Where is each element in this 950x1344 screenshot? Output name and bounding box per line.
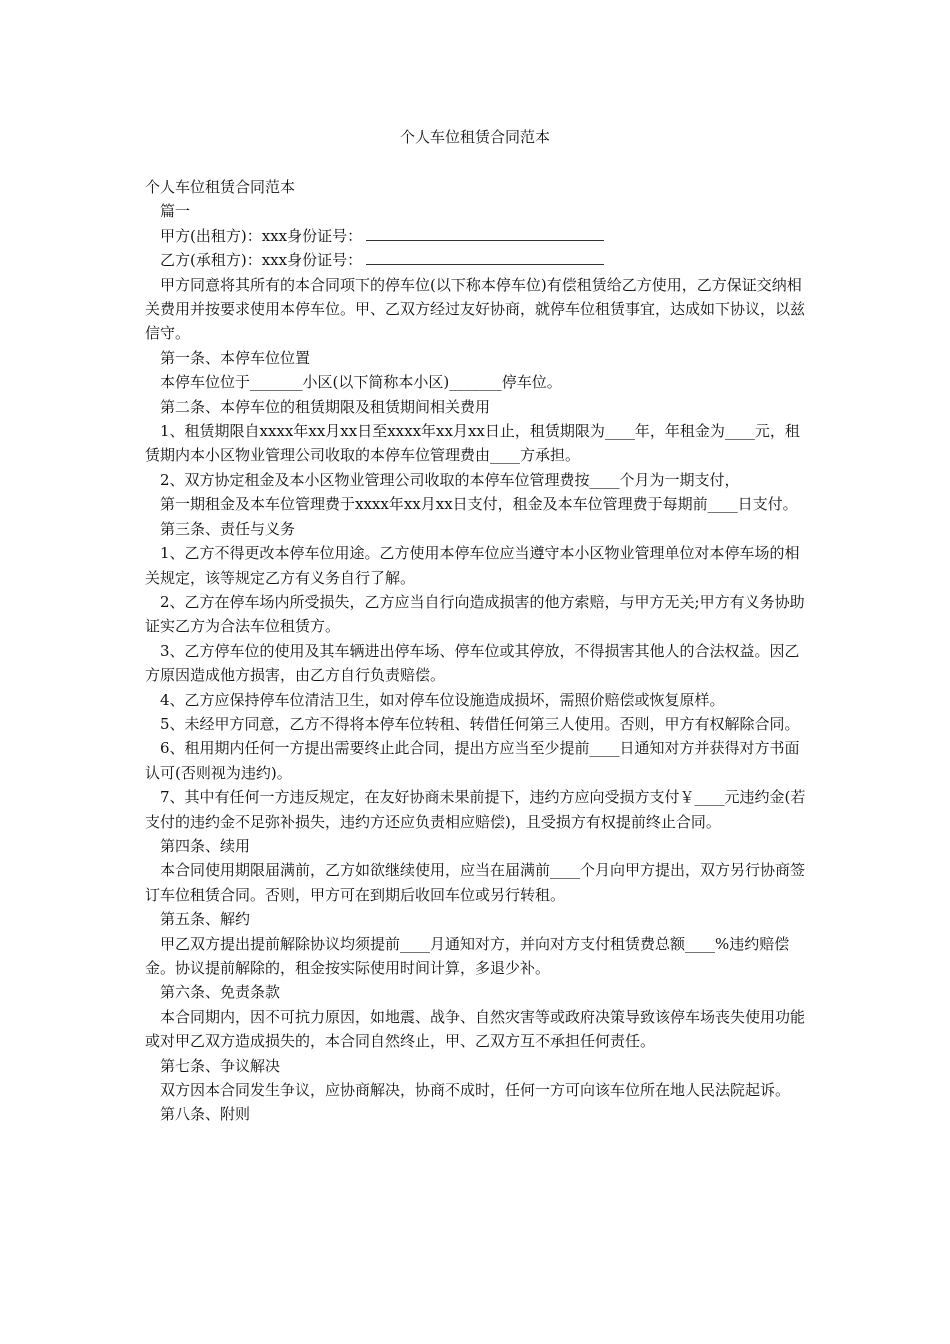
paragraph: 甲乙双方提出提前解除协议均须提前____月通知对方，并向对方支付租赁费总额____%违约赔偿金。协议提前解除的，租金按实际使用时间计算，多退少补。	[145, 934, 790, 977]
party-a-line	[145, 224, 807, 248]
document-body	[145, 175, 807, 1127]
document-title: 个人车位租赁合同范本	[399, 128, 550, 146]
paragraph: 本停车位位于_______小区(以下简称本小区)_______停车位。	[160, 373, 562, 392]
article-heading: 第二条、本停车位的租赁期限及租赁期间相关费用	[160, 397, 491, 416]
paragraph: 第一期租金及本车位管理费于xxxx年xx月xx日支付，租金及本车位管理费于每期前____日支付。	[160, 495, 798, 514]
paragraph: 6、租用期内任何一方提出需要终止此合同，提出方应当至少提前____日通知对方并获得对方书面认可(否则视为违约)。	[145, 739, 800, 782]
paragraph: 1、乙方不得更改本停车位用途。乙方使用本停车位应当遵守本小区物业管理单位对本停车场的相关规定，该等规定乙方有义务自行了解。	[145, 544, 800, 587]
document-subtitle: 个人车位租赁合同范本	[145, 178, 296, 196]
party-a-blank	[366, 226, 604, 241]
article-heading: 第三条、责任与义务	[160, 519, 296, 538]
section-label: 篇一	[160, 202, 191, 221]
paragraph: 本合同期内，因不可抗力原因，如地震、战争、自然灾害等或政府决策导致该停车场丧失使用功能或对甲乙双方造成损失的，本合同自然终止，甲、乙双方互不承担任何责任。	[145, 1007, 806, 1051]
party-b-line	[145, 248, 807, 272]
article-heading: 第一条、本停车位位置	[160, 348, 311, 367]
paragraph: 7、其中有任何一方违反规定，在友好协商未果前提下，违约方应向受损方支付￥____元违约金(若支付的违约金不足弥补损失，违约方还应负责相应赔偿)，且受损方有权提前终止合同。	[145, 788, 806, 831]
paragraph: 3、乙方停车位的使用及其车辆进出停车场、停车位或其停放，不得损害其他人的合法权益。因乙方原因造成他方损害，由乙方自行负责赔偿。	[145, 641, 800, 685]
party-a-label: 甲方(出租方)：xxx身份证号：	[160, 226, 363, 245]
party-b-blank	[366, 250, 604, 265]
paragraph: 5、未经甲方同意，乙方不得将本停车位转租、转借任何第三人使用。否则，甲方有权解除合同。	[160, 714, 800, 733]
paragraph: 4、乙方应保持停车位清洁卫生，如对停车位设施造成损坏，需照价赔偿或恢复原样。	[160, 690, 725, 709]
paragraph: 双方因本合同发生争议，应协商解决，协商不成时，任何一方可向该车位所在地人民法院起诉。	[160, 1081, 791, 1100]
article-heading: 第八条、附则	[160, 1105, 251, 1124]
paragraph: 1、租赁期限自xxxx年xx月xx日至xxxx年xx月xx日止，租赁期限为____年，年租金为____元，租赁期内本小区物业管理公司收取的本停车位管理费由____方承担。	[145, 422, 800, 465]
paragraph: 本合同使用期限届满前，乙方如欲继续使用，应当在届满前____个月向甲方提出，双方另行协商签订车位租赁合同。否则，甲方可在到期后收回车位或另行转租。	[145, 861, 806, 904]
paragraph: 甲方同意将其所有的本合同项下的停车位(以下称本停车位)有偿租赁给乙方使用，乙方保证交纳相关费用并按要求使用本停车位。甲、乙双方经过友好协商，就停车位租赁事宜，达成如下协议，以兹信守。	[145, 275, 806, 343]
article-heading: 第四条、续用	[160, 836, 251, 855]
paragraph: 2、乙方在停车场内所受损失，乙方应当自行向造成损害的他方索赔，与甲方无关;甲方有义务协助证实乙方为合法车位租赁方。	[145, 592, 805, 636]
article-heading: 第五条、解约	[160, 910, 251, 929]
article-heading: 第六条、免责条款	[160, 983, 281, 1002]
party-b-label: 乙方(承租方)：xxx身份证号：	[160, 251, 363, 270]
article-heading: 第七条、争议解决	[160, 1056, 281, 1075]
paragraph: 2、双方协定租金及本小区物业管理公司收取的本停车位管理费按____个月为一期支付，	[160, 470, 740, 489]
